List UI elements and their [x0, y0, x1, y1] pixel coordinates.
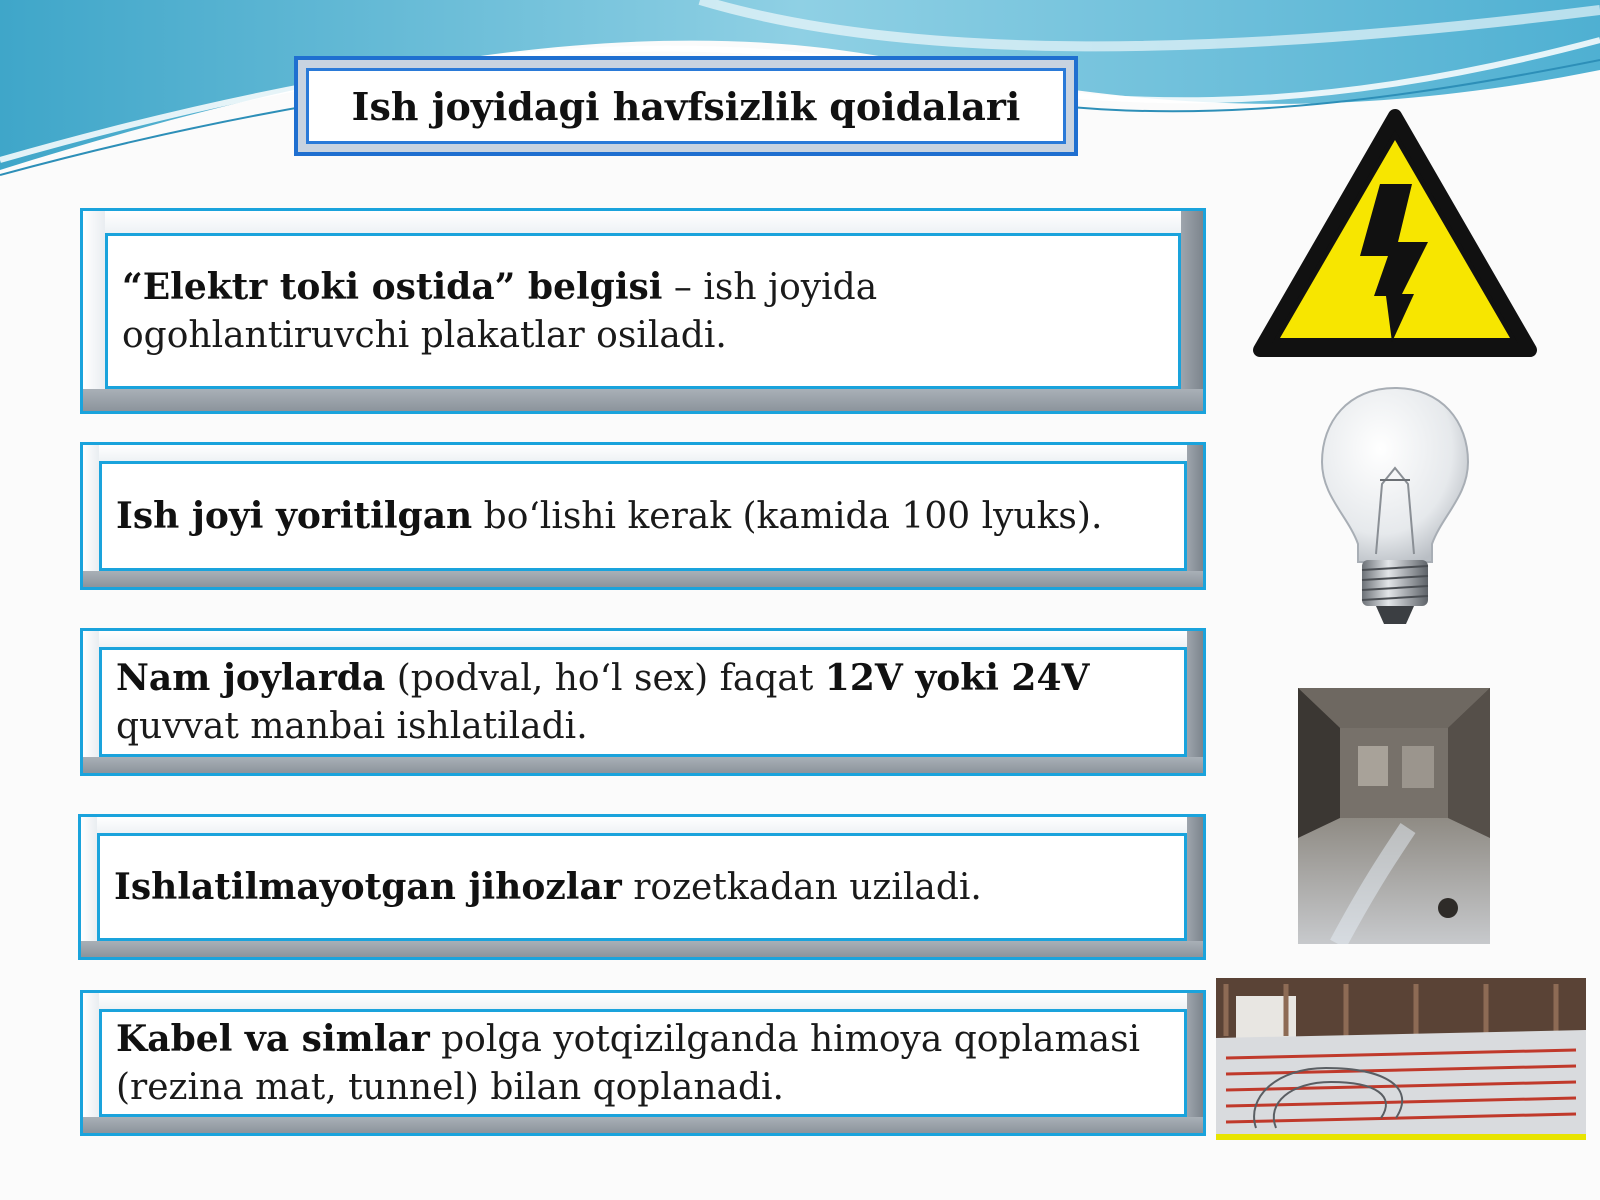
title-box: [294, 56, 1078, 156]
rule-text-2: Ish joyi yoritilgan bo‘lishi kerak (kamida 100 lyuks).: [116, 494, 1103, 537]
rule-box-4: [78, 814, 1206, 960]
rule-text-3: Nam joylarda (podval, ho‘l sex) faqat 12V yoki 24V quvvat manbai ishlatiladi.: [116, 656, 1090, 747]
high-voltage-warning-icon: [1252, 106, 1538, 362]
rule-box-5: [80, 990, 1206, 1136]
rule-text-4: Ishlatilmayotgan jihozlar rozetkadan uziladi.: [114, 865, 982, 908]
rule-text-1: “Elektr toki ostida” belgisi – ish joyida ogohlantiruvchi plakatlar osiladi.: [122, 265, 878, 356]
rule-text-5: Kabel va simlar polga yotqizilganda himoya qoplamasi (rezina mat, tunnel) bilan qoplanadi.: [116, 1017, 1141, 1108]
page-title: Ish joyidagi havfsizlik qoidalari: [351, 83, 1021, 129]
basement-photo: [1298, 688, 1490, 944]
rule-box-2: [80, 442, 1206, 590]
floor-heating-cables-photo: [1216, 978, 1586, 1140]
light-bulb-icon: [1318, 384, 1472, 630]
rule-box-3: [80, 628, 1206, 776]
rule-box-1: [80, 208, 1206, 414]
